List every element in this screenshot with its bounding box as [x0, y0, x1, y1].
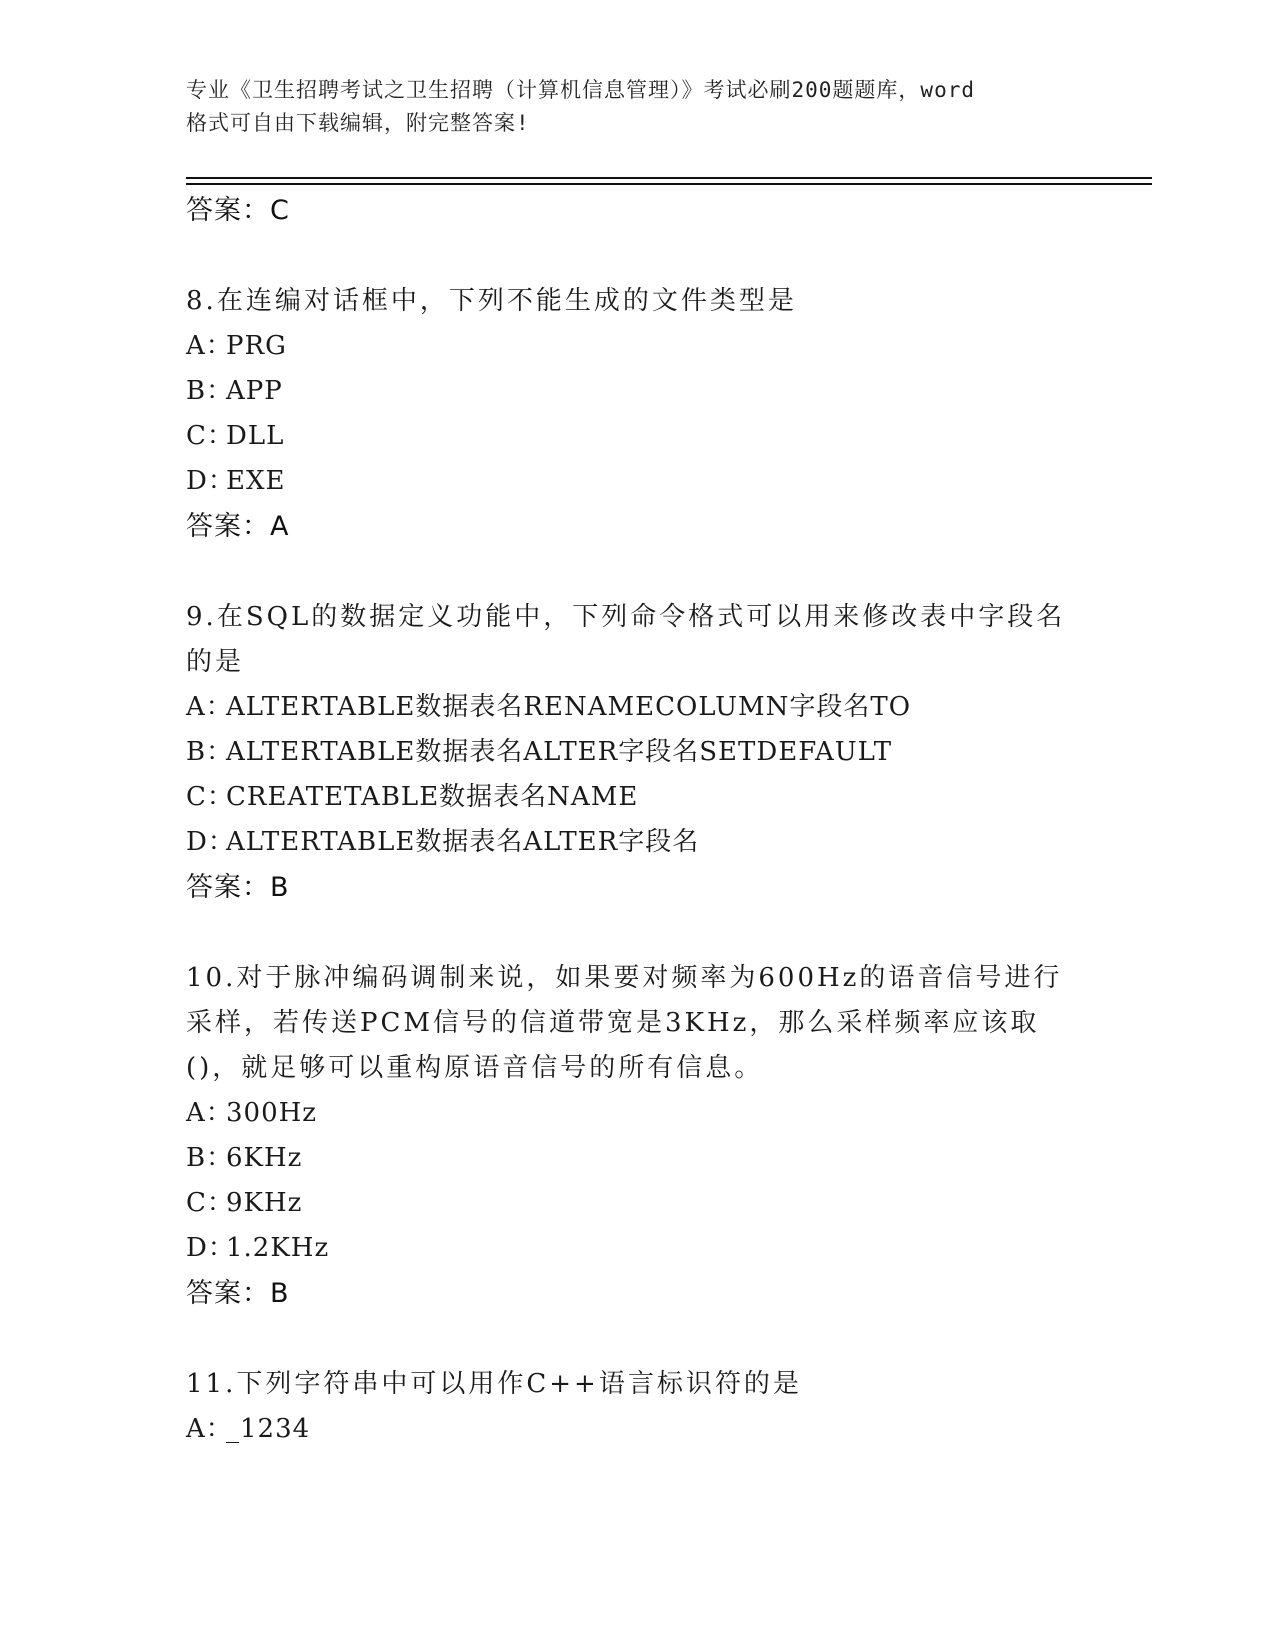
option-key: C： — [186, 1188, 234, 1218]
question-stem: 在SQL的数据定义功能中，下列命令格式可以用来修改表中字段名的是 — [186, 602, 1066, 677]
option-key: A： — [186, 1098, 233, 1128]
option-text: ALTERTABLE数据表名ALTER字段名SETDEFAULT — [226, 737, 893, 767]
option-c — [186, 1181, 1086, 1226]
option-text: CREATETABLE数据表名NAME — [226, 782, 639, 812]
option-a — [186, 1407, 1086, 1452]
option-a — [186, 685, 1086, 730]
question-block — [186, 956, 1086, 1316]
spacer — [186, 549, 1086, 595]
option-key: D： — [186, 1233, 235, 1263]
option-a — [186, 324, 1086, 369]
question-number: 9. — [186, 602, 217, 632]
question-stem: 下列字符串中可以用作C++语言标识符的是 — [236, 1369, 802, 1399]
option-text: DLL — [226, 421, 285, 451]
header-title-line-2: 格式可自由下载编辑，附完整答案! — [186, 111, 530, 135]
option-key: D： — [186, 466, 235, 496]
question-stem: 在连编对话框中，下列不能生成的文件类型是 — [216, 286, 797, 316]
option-text: _1234 — [226, 1414, 311, 1444]
question-block — [186, 1362, 1086, 1452]
option-text: 1.2KHz — [226, 1233, 330, 1263]
option-d — [186, 1226, 1086, 1271]
question-text — [186, 595, 1066, 685]
option-key: A： — [186, 331, 233, 361]
question-answer: 答案：A — [186, 511, 290, 542]
option-key: A： — [186, 1414, 233, 1444]
question-text — [186, 1362, 1066, 1407]
option-key: B： — [186, 737, 234, 767]
option-text: EXE — [226, 466, 286, 496]
question-answer: 答案：B — [186, 872, 290, 903]
option-b — [186, 1136, 1086, 1181]
document-header — [186, 74, 1086, 140]
question-answer: 答案：B — [186, 1278, 290, 1309]
question-block — [186, 595, 1086, 910]
option-a — [186, 1091, 1086, 1136]
option-b — [186, 369, 1086, 414]
question-text — [186, 279, 1066, 324]
option-key: D： — [186, 827, 235, 857]
option-key: A： — [186, 692, 233, 722]
option-text: 300Hz — [226, 1098, 317, 1128]
option-d — [186, 820, 1086, 865]
option-key: C： — [186, 421, 234, 451]
option-text: ALTERTABLE数据表名ALTER字段名 — [226, 827, 700, 857]
header-divider-bottom — [186, 183, 1152, 185]
spacer — [186, 1316, 1086, 1362]
option-c — [186, 414, 1086, 459]
question-list — [186, 188, 1086, 1452]
option-text: 9KHz — [226, 1188, 303, 1218]
option-c — [186, 775, 1086, 820]
spacer — [186, 910, 1086, 956]
spacer — [186, 233, 1086, 279]
header-title-line-1: 专业《卫生招聘考试之卫生招聘（计算机信息管理）》考试必刷200题题库，word — [186, 78, 975, 102]
question-text — [186, 956, 1066, 1091]
option-text: PRG — [226, 331, 287, 361]
previous-answer: 答案：C — [186, 195, 290, 226]
option-key: B： — [186, 1143, 234, 1173]
header-divider-top — [186, 177, 1152, 179]
option-text: 6KHz — [226, 1143, 303, 1173]
option-key: B： — [186, 376, 234, 406]
option-text: APP — [226, 376, 283, 406]
option-text: ALTERTABLE数据表名RENAMECOLUMN字段名TO — [226, 692, 912, 722]
option-b — [186, 730, 1086, 775]
option-d — [186, 459, 1086, 504]
question-block — [186, 279, 1086, 549]
option-key: C： — [186, 782, 234, 812]
question-number: 8. — [186, 286, 217, 316]
question-number: 10. — [186, 963, 237, 993]
question-stem: 对于脉冲编码调制来说，如果要对频率为600Hz的语音信号进行采样，若传送PCM信号的信道带宽是3KHz，那么采样频率应该取()，就足够可以重构原语音信号的所有信息。 — [186, 963, 1063, 1083]
question-number: 11. — [186, 1369, 237, 1399]
